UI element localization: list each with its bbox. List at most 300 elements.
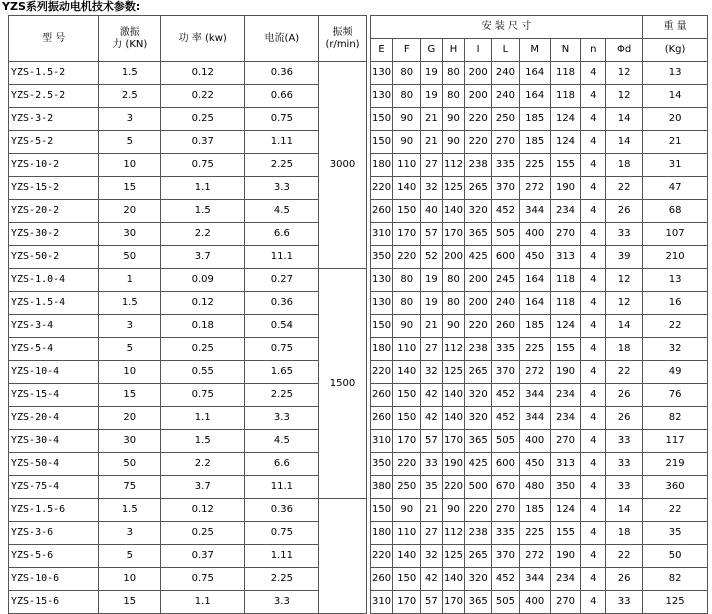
cell-dim: 344 — [519, 407, 550, 430]
cell-dim: 4 — [581, 62, 606, 85]
cell-dim: 155 — [550, 338, 581, 361]
cell-model: YZS-1.5-4 — [9, 292, 99, 315]
table-row — [9, 499, 708, 522]
cell-model: YZS-2.5-2 — [9, 85, 99, 108]
cell-dim: 130 — [370, 85, 393, 108]
cell-dim: 260 — [370, 407, 393, 430]
cell-model: YZS-75-4 — [9, 476, 99, 499]
cell-current: 0.66 — [245, 85, 319, 108]
cell-dim: 200 — [465, 292, 492, 315]
cell-current: 6.6 — [245, 453, 319, 476]
cell-dim: 140 — [393, 545, 421, 568]
cell-dim: 80 — [393, 269, 421, 292]
cell-dim: 27 — [421, 522, 443, 545]
cell-dim: 220 — [393, 246, 421, 269]
cell-dim: 14 — [606, 108, 643, 131]
cell-power: 0.37 — [161, 545, 245, 568]
cell-dim: 42 — [421, 568, 443, 591]
cell-dim: 190 — [550, 361, 581, 384]
cell-frequency: 1500 — [319, 269, 366, 499]
cell-current: 0.36 — [245, 62, 319, 85]
cell-dim: 238 — [465, 154, 492, 177]
cell-weight: 210 — [643, 246, 708, 269]
cell-current: 3.3 — [245, 177, 319, 200]
cell-current: 3.3 — [245, 407, 319, 430]
cell-force: 5 — [99, 545, 161, 568]
cell-model: YZS-1.5-2 — [9, 62, 99, 85]
cell-dim: 234 — [550, 407, 581, 430]
cell-dim: 265 — [465, 177, 492, 200]
cell-model: YZS-10-6 — [9, 568, 99, 591]
cell-force: 15 — [99, 591, 161, 614]
cell-dim: 33 — [606, 430, 643, 453]
cell-dim: 220 — [370, 545, 393, 568]
cell-power: 0.12 — [161, 292, 245, 315]
cell-dim: 270 — [492, 499, 520, 522]
cell-model: YZS-3-2 — [9, 108, 99, 131]
cell-dim: 220 — [370, 361, 393, 384]
cell-dim: 265 — [465, 361, 492, 384]
cell-dim: 14 — [606, 131, 643, 154]
cell-force: 15 — [99, 384, 161, 407]
cell-dim: 500 — [465, 476, 492, 499]
cell-dim: 150 — [370, 131, 393, 154]
cell-dim: 90 — [442, 131, 465, 154]
cell-dim: 170 — [442, 591, 465, 614]
cell-dim: 4 — [581, 568, 606, 591]
cell-current: 2.25 — [245, 154, 319, 177]
cell-power: 1.1 — [161, 407, 245, 430]
cell-dim: 90 — [393, 108, 421, 131]
cell-dim: 140 — [442, 200, 465, 223]
cell-dim: 344 — [519, 200, 550, 223]
cell-power: 1.5 — [161, 430, 245, 453]
cell-dim: 365 — [465, 591, 492, 614]
header-dim-col: F — [393, 39, 421, 62]
cell-dim: 125 — [442, 177, 465, 200]
cell-dim: 33 — [606, 476, 643, 499]
cell-power: 0.22 — [161, 85, 245, 108]
cell-force: 50 — [99, 453, 161, 476]
cell-power: 0.55 — [161, 361, 245, 384]
header-model: 型 号 — [9, 16, 99, 62]
cell-dim: 12 — [606, 269, 643, 292]
cell-dim: 185 — [519, 108, 550, 131]
cell-dim: 140 — [442, 407, 465, 430]
cell-weight: 82 — [643, 568, 708, 591]
cell-dim: 124 — [550, 499, 581, 522]
cell-dim: 452 — [492, 568, 520, 591]
cell-current: 0.75 — [245, 108, 319, 131]
cell-dim: 220 — [370, 177, 393, 200]
cell-power: 1.1 — [161, 591, 245, 614]
cell-dim: 90 — [393, 315, 421, 338]
page-title: YZS系列振动电机技术参数: — [2, 0, 141, 13]
cell-model: YZS-15-4 — [9, 384, 99, 407]
cell-dim: 250 — [492, 108, 520, 131]
cell-dim: 12 — [606, 62, 643, 85]
cell-force: 10 — [99, 568, 161, 591]
cell-dim: 320 — [465, 407, 492, 430]
cell-dim: 40 — [421, 200, 443, 223]
cell-dim: 4 — [581, 476, 606, 499]
header-install-dims: 安 装 尺 寸 — [370, 16, 642, 39]
cell-dim: 185 — [519, 131, 550, 154]
cell-dim: 110 — [393, 338, 421, 361]
cell-dim: 4 — [581, 223, 606, 246]
table-row — [9, 62, 708, 85]
cell-dim: 125 — [442, 545, 465, 568]
cell-dim: 4 — [581, 545, 606, 568]
cell-dim: 12 — [606, 292, 643, 315]
cell-weight: 50 — [643, 545, 708, 568]
cell-dim: 80 — [393, 62, 421, 85]
cell-current: 0.75 — [245, 338, 319, 361]
cell-dim: 320 — [465, 384, 492, 407]
cell-dim: 220 — [442, 476, 465, 499]
cell-dim: 240 — [492, 292, 520, 315]
cell-dim: 452 — [492, 384, 520, 407]
cell-model: YZS-3-6 — [9, 522, 99, 545]
cell-dim: 260 — [370, 568, 393, 591]
cell-force: 10 — [99, 154, 161, 177]
cell-weight: 21 — [643, 131, 708, 154]
cell-dim: 90 — [442, 315, 465, 338]
cell-power: 0.25 — [161, 108, 245, 131]
cell-current: 11.1 — [245, 246, 319, 269]
cell-current: 3.3 — [245, 591, 319, 614]
cell-dim: 225 — [519, 338, 550, 361]
cell-force: 5 — [99, 338, 161, 361]
cell-dim: 265 — [465, 545, 492, 568]
cell-dim: 21 — [421, 315, 443, 338]
cell-dim: 22 — [606, 177, 643, 200]
cell-dim: 260 — [370, 384, 393, 407]
cell-weight: 68 — [643, 200, 708, 223]
cell-force: 30 — [99, 223, 161, 246]
cell-dim: 57 — [421, 223, 443, 246]
cell-dim: 4 — [581, 269, 606, 292]
cell-dim: 220 — [465, 108, 492, 131]
cell-dim: 80 — [442, 85, 465, 108]
cell-dim: 18 — [606, 338, 643, 361]
cell-dim: 220 — [465, 315, 492, 338]
cell-model: YZS-3-4 — [9, 315, 99, 338]
cell-dim: 180 — [370, 154, 393, 177]
cell-dim: 19 — [421, 269, 443, 292]
cell-dim: 234 — [550, 568, 581, 591]
cell-dim: 350 — [370, 453, 393, 476]
cell-weight: 360 — [643, 476, 708, 499]
cell-dim: 400 — [519, 223, 550, 246]
cell-power: 0.75 — [161, 384, 245, 407]
cell-power: 2.2 — [161, 453, 245, 476]
cell-dim: 150 — [393, 568, 421, 591]
cell-dim: 270 — [550, 223, 581, 246]
cell-weight: 22 — [643, 315, 708, 338]
cell-dim: 4 — [581, 154, 606, 177]
header-force: 激振 力 (KN) — [99, 16, 161, 62]
cell-dim: 118 — [550, 62, 581, 85]
cell-dim: 150 — [393, 407, 421, 430]
cell-dim: 130 — [370, 269, 393, 292]
cell-dim: 112 — [442, 338, 465, 361]
cell-model: YZS-50-2 — [9, 246, 99, 269]
cell-model: YZS-1.5-6 — [9, 499, 99, 522]
cell-dim: 4 — [581, 430, 606, 453]
cell-dim: 272 — [519, 361, 550, 384]
cell-dim: 344 — [519, 568, 550, 591]
cell-dim: 250 — [393, 476, 421, 499]
cell-dim: 80 — [393, 85, 421, 108]
header-dim-col: Φd — [606, 39, 643, 62]
cell-power: 2.2 — [161, 223, 245, 246]
cell-dim: 370 — [492, 545, 520, 568]
cell-dim: 365 — [465, 430, 492, 453]
cell-dim: 125 — [442, 361, 465, 384]
cell-dim: 118 — [550, 85, 581, 108]
cell-dim: 26 — [606, 568, 643, 591]
cell-dim: 180 — [370, 338, 393, 361]
cell-dim: 124 — [550, 131, 581, 154]
cell-dim: 270 — [550, 591, 581, 614]
cell-dim: 350 — [550, 476, 581, 499]
cell-dim: 505 — [492, 430, 520, 453]
cell-dim: 19 — [421, 85, 443, 108]
cell-current: 4.5 — [245, 430, 319, 453]
cell-dim: 4 — [581, 499, 606, 522]
cell-dim: 32 — [421, 361, 443, 384]
cell-force: 50 — [99, 246, 161, 269]
cell-power: 0.12 — [161, 499, 245, 522]
cell-dim: 270 — [550, 430, 581, 453]
cell-dim: 320 — [465, 200, 492, 223]
cell-model: YZS-10-2 — [9, 154, 99, 177]
cell-current: 0.54 — [245, 315, 319, 338]
cell-dim: 35 — [421, 476, 443, 499]
cell-force: 10 — [99, 361, 161, 384]
cell-dim: 124 — [550, 315, 581, 338]
cell-dim: 140 — [393, 177, 421, 200]
cell-dim: 505 — [492, 591, 520, 614]
cell-current: 1.11 — [245, 131, 319, 154]
cell-current: 11.1 — [245, 476, 319, 499]
cell-dim: 480 — [519, 476, 550, 499]
cell-current: 1.11 — [245, 545, 319, 568]
cell-dim: 164 — [519, 85, 550, 108]
cell-force: 1 — [99, 269, 161, 292]
cell-dim: 19 — [421, 292, 443, 315]
cell-force: 2.5 — [99, 85, 161, 108]
cell-dim: 52 — [421, 246, 443, 269]
header-dim-col: n — [581, 39, 606, 62]
cell-dim: 505 — [492, 223, 520, 246]
cell-dim: 350 — [370, 246, 393, 269]
cell-force: 3 — [99, 108, 161, 131]
cell-model: YZS-20-4 — [9, 407, 99, 430]
cell-power: 0.18 — [161, 315, 245, 338]
cell-dim: 270 — [492, 131, 520, 154]
cell-dim: 27 — [421, 154, 443, 177]
cell-dim: 170 — [393, 591, 421, 614]
header-current: 电流(A) — [245, 16, 319, 62]
cell-dim: 32 — [421, 545, 443, 568]
cell-model: YZS-15-6 — [9, 591, 99, 614]
cell-dim: 21 — [421, 131, 443, 154]
cell-weight: 125 — [643, 591, 708, 614]
cell-dim: 370 — [492, 177, 520, 200]
cell-dim: 225 — [519, 522, 550, 545]
cell-model: YZS-30-4 — [9, 430, 99, 453]
cell-dim: 33 — [421, 453, 443, 476]
cell-dim: 150 — [393, 384, 421, 407]
cell-dim: 130 — [370, 62, 393, 85]
header-dim-col: I — [465, 39, 492, 62]
spec-table — [8, 15, 708, 614]
cell-weight: 14 — [643, 85, 708, 108]
cell-dim: 260 — [370, 200, 393, 223]
cell-dim: 80 — [442, 269, 465, 292]
cell-dim: 234 — [550, 384, 581, 407]
cell-dim: 57 — [421, 430, 443, 453]
cell-dim: 180 — [370, 522, 393, 545]
cell-dim: 220 — [465, 131, 492, 154]
cell-dim: 185 — [519, 499, 550, 522]
cell-dim: 80 — [442, 292, 465, 315]
cell-dim: 4 — [581, 292, 606, 315]
cell-dim: 190 — [550, 545, 581, 568]
cell-dim: 118 — [550, 292, 581, 315]
cell-dim: 12 — [606, 85, 643, 108]
cell-dim: 320 — [465, 568, 492, 591]
cell-dim: 310 — [370, 430, 393, 453]
cell-dim: 22 — [606, 545, 643, 568]
cell-dim: 124 — [550, 108, 581, 131]
cell-dim: 225 — [519, 154, 550, 177]
cell-force: 1.5 — [99, 292, 161, 315]
cell-dim: 380 — [370, 476, 393, 499]
cell-model: YZS-10-4 — [9, 361, 99, 384]
cell-power: 3.7 — [161, 246, 245, 269]
cell-force: 20 — [99, 407, 161, 430]
cell-dim: 4 — [581, 246, 606, 269]
cell-dim: 170 — [442, 223, 465, 246]
cell-power: 0.12 — [161, 62, 245, 85]
cell-power: 0.25 — [161, 522, 245, 545]
cell-dim: 90 — [393, 131, 421, 154]
cell-dim: 164 — [519, 269, 550, 292]
cell-power: 0.75 — [161, 154, 245, 177]
cell-dim: 22 — [606, 361, 643, 384]
cell-dim: 335 — [492, 154, 520, 177]
cell-weight: 49 — [643, 361, 708, 384]
cell-dim: 220 — [465, 499, 492, 522]
cell-dim: 19 — [421, 62, 443, 85]
cell-dim: 272 — [519, 545, 550, 568]
cell-dim: 4 — [581, 315, 606, 338]
cell-dim: 18 — [606, 154, 643, 177]
cell-dim: 140 — [442, 384, 465, 407]
cell-dim: 365 — [465, 223, 492, 246]
cell-dim: 21 — [421, 499, 443, 522]
cell-dim: 220 — [393, 453, 421, 476]
cell-dim: 164 — [519, 62, 550, 85]
cell-dim: 200 — [465, 85, 492, 108]
cell-dim: 164 — [519, 292, 550, 315]
header-dim-col: E — [370, 39, 393, 62]
cell-dim: 240 — [492, 85, 520, 108]
cell-dim: 4 — [581, 522, 606, 545]
cell-dim: 110 — [393, 522, 421, 545]
cell-current: 2.25 — [245, 568, 319, 591]
cell-power: 0.75 — [161, 568, 245, 591]
cell-dim: 452 — [492, 200, 520, 223]
header-dim-col: M — [519, 39, 550, 62]
cell-dim: 200 — [465, 62, 492, 85]
cell-dim: 238 — [465, 522, 492, 545]
cell-weight: 47 — [643, 177, 708, 200]
header-dim-col: L — [492, 39, 520, 62]
cell-dim: 4 — [581, 407, 606, 430]
cell-dim: 425 — [465, 246, 492, 269]
cell-dim: 600 — [492, 246, 520, 269]
cell-dim: 344 — [519, 384, 550, 407]
cell-force: 30 — [99, 430, 161, 453]
cell-dim: 400 — [519, 591, 550, 614]
cell-weight: 20 — [643, 108, 708, 131]
cell-dim: 112 — [442, 154, 465, 177]
cell-dim: 18 — [606, 522, 643, 545]
cell-dim: 450 — [519, 246, 550, 269]
cell-dim: 313 — [550, 246, 581, 269]
cell-dim: 33 — [606, 591, 643, 614]
cell-power: 3.7 — [161, 476, 245, 499]
cell-dim: 200 — [442, 246, 465, 269]
cell-dim: 112 — [442, 522, 465, 545]
cell-dim: 110 — [393, 154, 421, 177]
cell-dim: 4 — [581, 131, 606, 154]
cell-dim: 39 — [606, 246, 643, 269]
cell-dim: 26 — [606, 407, 643, 430]
cell-force: 1.5 — [99, 499, 161, 522]
cell-weight: 13 — [643, 269, 708, 292]
cell-dim: 185 — [519, 315, 550, 338]
cell-dim: 190 — [442, 453, 465, 476]
cell-dim: 150 — [370, 108, 393, 131]
header-frequency: 振频 (r/min) — [319, 16, 366, 62]
cell-current: 0.75 — [245, 522, 319, 545]
cell-dim: 42 — [421, 384, 443, 407]
cell-force: 15 — [99, 177, 161, 200]
cell-model: YZS-30-2 — [9, 223, 99, 246]
cell-dim: 26 — [606, 200, 643, 223]
cell-dim: 4 — [581, 200, 606, 223]
cell-dim: 26 — [606, 384, 643, 407]
cell-dim: 57 — [421, 591, 443, 614]
cell-force: 3 — [99, 522, 161, 545]
cell-dim: 27 — [421, 338, 443, 361]
cell-frequency — [319, 499, 366, 614]
header-power: 功 率 (kw) — [161, 16, 245, 62]
cell-current: 2.25 — [245, 384, 319, 407]
cell-weight: 32 — [643, 338, 708, 361]
cell-dim: 140 — [442, 568, 465, 591]
cell-dim: 260 — [492, 315, 520, 338]
cell-model: YZS-1.0-4 — [9, 269, 99, 292]
cell-dim: 335 — [492, 338, 520, 361]
cell-current: 6.6 — [245, 223, 319, 246]
cell-dim: 670 — [492, 476, 520, 499]
